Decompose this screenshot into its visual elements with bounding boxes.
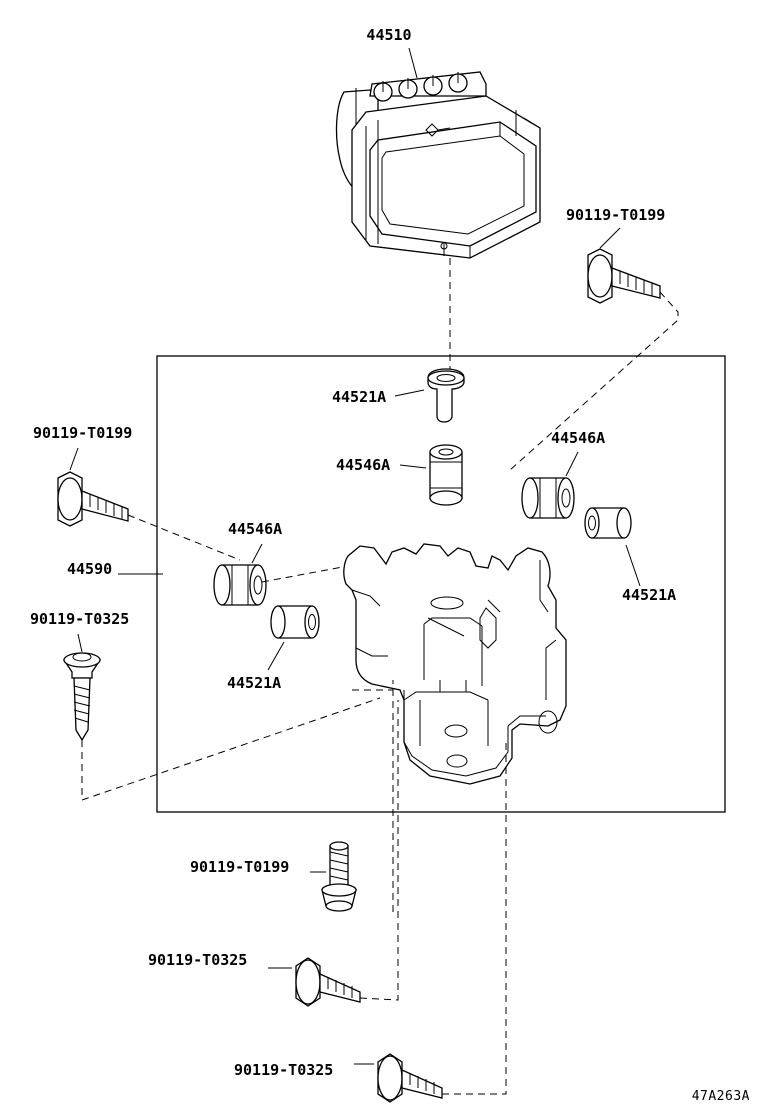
leader-44546A-left bbox=[262, 566, 348, 582]
part-44546A-right-art bbox=[522, 452, 578, 518]
diagram-figure-code: 47A263A bbox=[691, 1089, 750, 1104]
leader-bolt-left bbox=[128, 515, 240, 560]
screw-90119-T0325-bottom-left bbox=[268, 958, 360, 1006]
label-part-90119-T0325-c: 90119-T0325 bbox=[234, 1061, 334, 1079]
label-part-90119-T0325-a: 90119-T0325 bbox=[30, 610, 130, 628]
screw-90119-T0325-bottom-right bbox=[354, 1054, 442, 1102]
part-44521A-top-art bbox=[395, 369, 464, 422]
bolt-90119-T0199-left bbox=[58, 448, 128, 526]
screw-90119-T0325-left bbox=[64, 634, 100, 740]
abs-actuator-44510 bbox=[337, 48, 540, 258]
label-part-44521A-right: 44521A bbox=[622, 586, 677, 604]
part-44521A-right-art bbox=[585, 508, 640, 586]
label-part-90119-T0199-c: 90119-T0199 bbox=[190, 858, 290, 876]
label-part-90119-T0199-a: 90119-T0199 bbox=[566, 206, 666, 224]
leader-screw-br bbox=[442, 740, 506, 1094]
part-44521A-left-art bbox=[268, 606, 319, 670]
label-part-44590: 44590 bbox=[67, 560, 113, 578]
label-part-44521A-left: 44521A bbox=[227, 674, 282, 692]
part-44546A-top-art bbox=[400, 445, 462, 505]
bracket-44590 bbox=[344, 544, 566, 784]
leader-screw-left bbox=[82, 698, 380, 800]
bolt-90119-T0199-top-right bbox=[588, 228, 660, 303]
label-part-90119-T0325-b: 90119-T0325 bbox=[148, 951, 248, 969]
bolt-90119-T0199-bottom bbox=[310, 842, 356, 911]
label-part-44521A-top: 44521A bbox=[332, 388, 387, 406]
leader-screw-bl bbox=[360, 700, 398, 1000]
label-part-44546A-right: 44546A bbox=[551, 429, 606, 447]
label-part-44510: 44510 bbox=[366, 26, 412, 44]
label-part-90119-T0199-b: 90119-T0199 bbox=[33, 424, 133, 442]
label-part-44546A-top: 44546A bbox=[336, 456, 391, 474]
label-part-44546A-left: 44546A bbox=[228, 520, 283, 538]
